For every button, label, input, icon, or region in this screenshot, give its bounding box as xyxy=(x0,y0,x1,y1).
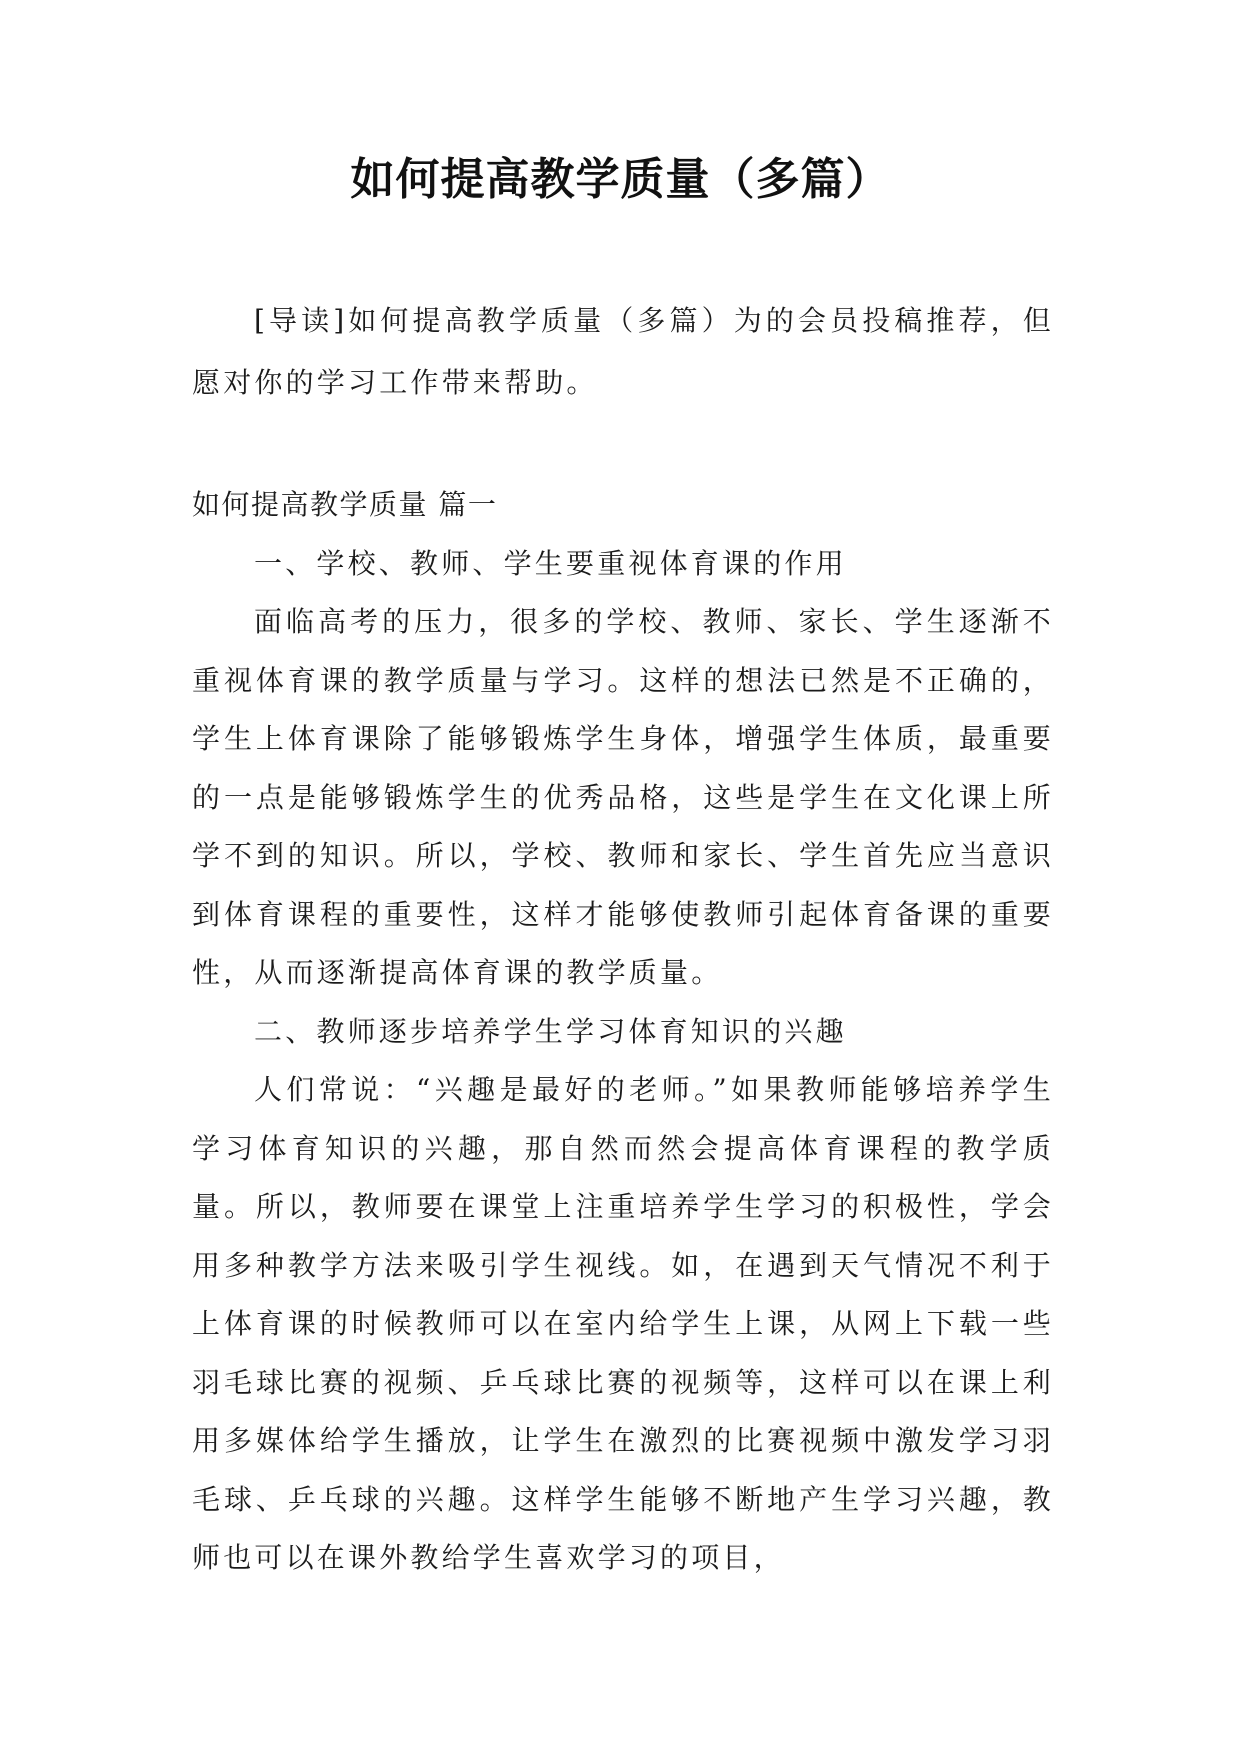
body-paragraph-one: 面临高考的压力，很多的学校、教师、家长、学生逐渐不重视体育课的教学质量与学习。这样的想法已然是不正确的，学生上体育课除了能够锻炼学生身体，增强学生体质，最重要的一点是能够锻炼学生的优秀品格，这些是学生在文化课上所学不到的知识。所以，学校、教师和家长、学生首先应当意识到体育课程的重要性，这样才能够使教师引起体育备课的重要性，从而逐渐提高体育课的教学质量。 xyxy=(192,605,1054,989)
subheading-one: 一、学校、教师、学生要重视体育课的作用 xyxy=(254,546,847,580)
document-body xyxy=(192,290,1054,1588)
paragraph-gap xyxy=(192,414,1054,476)
body-paragraph-two: 人们常说：“兴趣是最好的老师。”如果教师能够培养学生学习体育知识的兴趣，那自然而然会提高体育课程的教学质量。所以，教师要在课堂上注重培养学生学习的积极性，学会用多种教学方法来吸引学生视线。如，在遇到天气情况不利于上体育课的时候教师可以在室内给学生上课，从网上下载一些羽毛球比赛的视频、乒乓球比赛的视频等，这样可以在课上利用多媒体给学生播放，让学生在激烈的比赛视频中激发学习羽毛球、乒乓球的兴趣。这样学生能够不断地产生学习兴趣，教师也可以在课外教给学生喜欢学习的项目， xyxy=(192,1073,1054,1574)
document-title: 如何提高教学质量（多篇） xyxy=(350,154,891,205)
intro-paragraph: [导读]如何提高教学质量（多篇）为的会员投稿推荐，但愿对你的学习工作带来帮助。 xyxy=(192,304,1054,399)
subheading-two: 二、教师逐步培养学生学习体育知识的兴趣 xyxy=(254,1014,847,1048)
section-title: 如何提高教学质量 篇一 xyxy=(192,488,498,521)
